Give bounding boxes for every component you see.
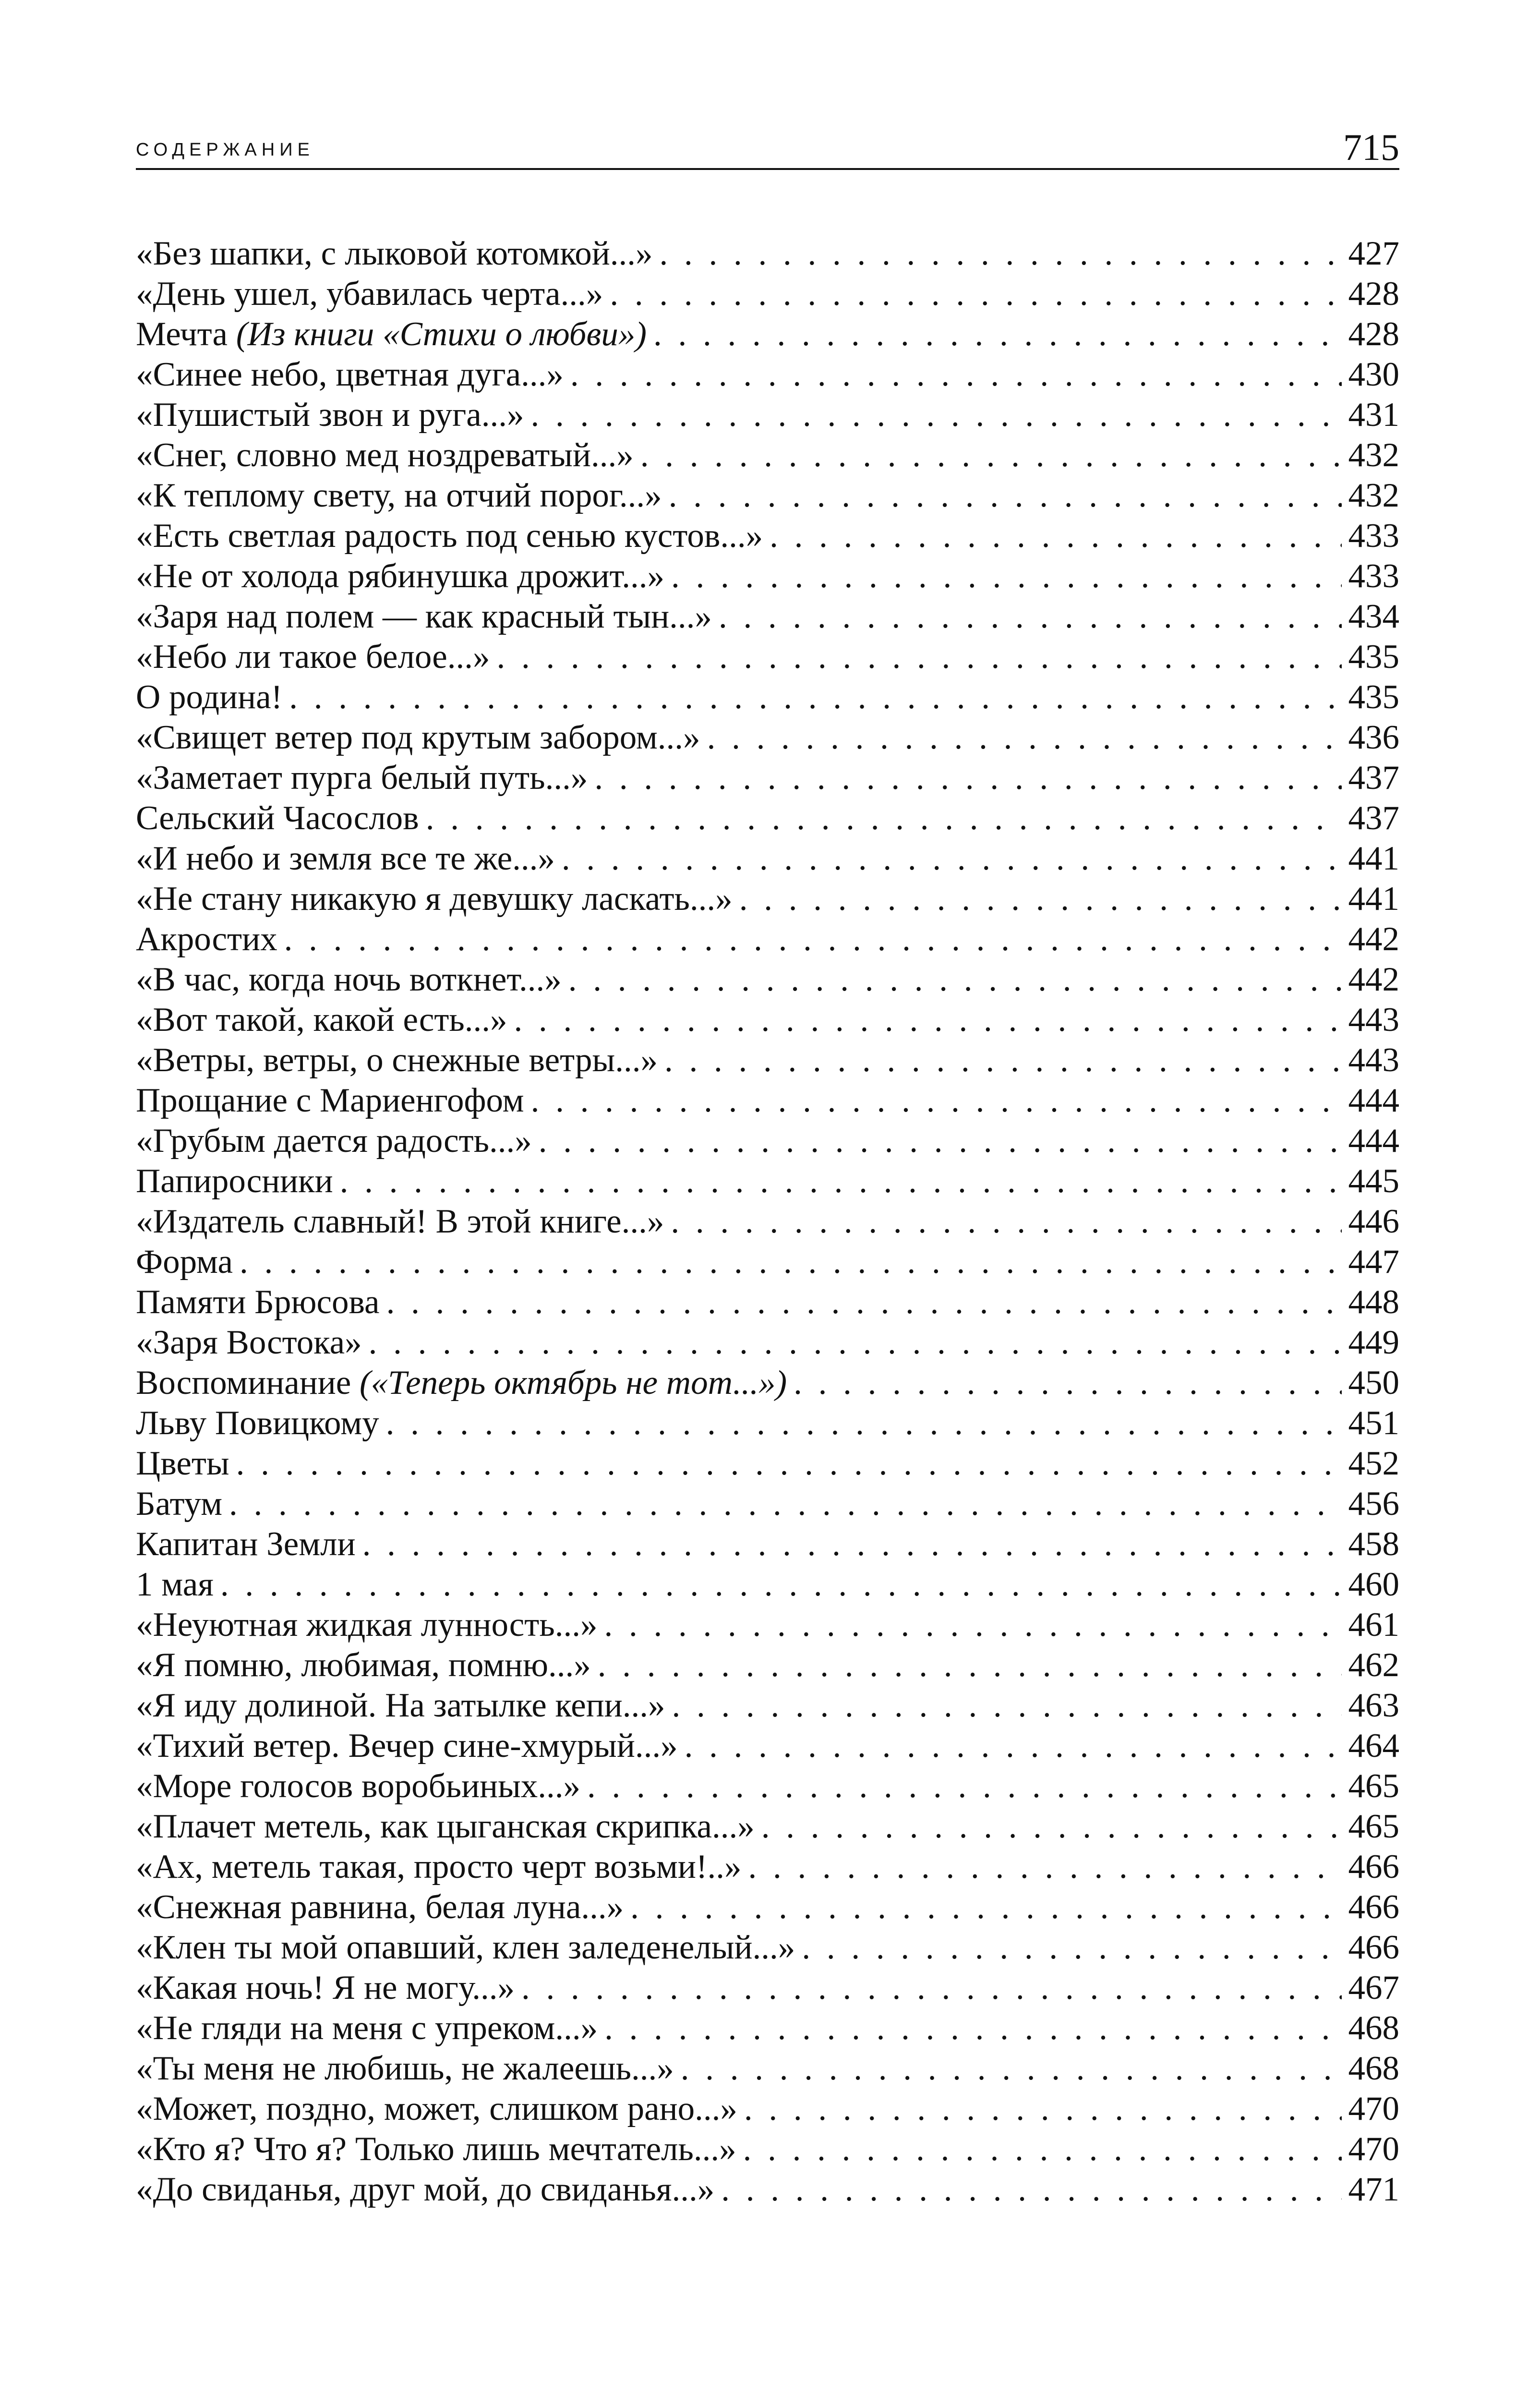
toc-entry <box>136 233 1399 274</box>
toc-entry-page: 468 <box>1348 2050 1399 2087</box>
toc-entry-title <box>136 677 282 717</box>
dot-leader <box>761 1806 1342 1847</box>
dot-leader <box>719 596 1342 637</box>
toc-entry <box>136 1564 1399 1605</box>
dot-leader <box>748 1847 1342 1887</box>
running-head: СОДЕРЖАНИЕ <box>136 140 314 160</box>
toc-entry-title-text: Капитан Земли <box>136 1525 356 1563</box>
toc-entry <box>136 959 1399 1000</box>
toc-entry-title <box>136 1806 755 1847</box>
toc-entry-page: 442 <box>1348 920 1399 958</box>
toc-entry-page: 431 <box>1348 396 1399 434</box>
toc-entry-title-text: «Тихий ветер. Вечер сине-хмурый...» <box>136 1727 678 1765</box>
toc-entry-title-text: «Снежная равнина, белая луна...» <box>136 1888 624 1926</box>
dot-leader <box>284 919 1342 959</box>
toc-entry-title-text: «Ты меня не любишь, не жалеешь...» <box>136 2050 674 2087</box>
toc-entry <box>136 1605 1399 1645</box>
toc-entry-page: 437 <box>1348 799 1399 837</box>
toc-entry-title-text: Прощание с Мариенгофом <box>136 1082 524 1119</box>
dot-leader <box>671 1201 1341 1242</box>
toc-entry-page: 434 <box>1348 598 1399 635</box>
page-number: 715 <box>1343 126 1399 168</box>
dot-leader <box>570 354 1342 395</box>
header-rule <box>136 168 1399 170</box>
toc-entry <box>136 2089 1399 2129</box>
toc-entry-title <box>136 1282 380 1322</box>
toc-entry-page: 463 <box>1348 1687 1399 1724</box>
dot-leader <box>362 1524 1342 1564</box>
toc-entry-title <box>136 1080 524 1121</box>
toc-entry-title <box>136 1927 795 1968</box>
toc-entry-title-text: 1 мая <box>136 1566 214 1603</box>
toc-entry-title-text: «Заря над полем — как красный тын...» <box>136 598 712 635</box>
dot-leader <box>497 637 1342 677</box>
dot-leader <box>587 1766 1341 1806</box>
toc-entry-page: 465 <box>1348 1808 1399 1845</box>
toc-entry-page: 462 <box>1348 1646 1399 1684</box>
dot-leader <box>426 798 1342 838</box>
toc-entry <box>136 1242 1399 1282</box>
toc-entry <box>136 717 1399 758</box>
toc-entry <box>136 1968 1399 2008</box>
toc-entry-title-text: Батум <box>136 1485 223 1523</box>
toc-entry <box>136 637 1399 677</box>
toc-entry-title-text: «Издатель славный! В этой книге...» <box>136 1203 664 1240</box>
toc-entry-title <box>136 2169 714 2210</box>
toc-entry-page: 444 <box>1348 1082 1399 1119</box>
toc-entry-title-text: «Не стану никакую я девушку ласкать...» <box>136 880 733 918</box>
dot-leader <box>604 1605 1341 1645</box>
toc-entry-title <box>136 1726 678 1766</box>
dot-leader <box>514 1000 1342 1040</box>
toc-entry-title-text: Льву Повицкому <box>136 1404 379 1442</box>
toc-entry-title <box>136 1766 580 1806</box>
toc-entry-page: 445 <box>1348 1162 1399 1200</box>
dot-leader <box>369 1322 1342 1363</box>
toc-entry-title <box>136 233 653 274</box>
toc-entry-title-text: «Вот такой, какой есть...» <box>136 1001 507 1039</box>
dot-leader <box>672 1685 1341 1726</box>
toc-entry-title <box>136 2089 737 2129</box>
toc-entry-page: 450 <box>1348 1364 1399 1402</box>
toc-entry-title-text: «Снег, словно мед ноздреватый...» <box>136 436 634 474</box>
toc-entry-title <box>136 1322 362 1363</box>
toc-entry-title-text: Мечта <box>136 315 228 353</box>
dot-leader <box>721 2169 1341 2210</box>
toc-entry <box>136 2129 1399 2169</box>
toc-entry <box>136 1645 1399 1685</box>
toc-entry-title-text: «К теплому свету, на отчий порог...» <box>136 477 662 514</box>
toc-entry-title-text: «Какая ночь! Я не могу...» <box>136 1969 515 2006</box>
dot-leader <box>770 516 1341 556</box>
toc-entry-page: 470 <box>1348 2130 1399 2168</box>
toc-entry <box>136 1080 1399 1121</box>
toc-entry-title-text: «И небо и земля все те же...» <box>136 840 555 877</box>
toc-entry-page: 436 <box>1348 719 1399 756</box>
toc-entry-title <box>136 1524 356 1564</box>
dot-leader <box>531 1080 1342 1121</box>
toc-entry-title <box>136 1443 229 1484</box>
toc-entry-title-text: Воспоминание <box>136 1364 351 1402</box>
toc-entry-title-text: «До свиданья, друг мой, до свиданья...» <box>136 2171 715 2208</box>
toc-entry-title-text: Форма <box>136 1243 233 1281</box>
toc-entry <box>136 838 1399 879</box>
dot-leader <box>521 1968 1342 2008</box>
toc-entry-page: 458 <box>1348 1525 1399 1563</box>
toc-entry-title-text: «Не гляди на меня с упреком...» <box>136 2009 598 2047</box>
page-header <box>136 112 1399 170</box>
toc-entry-title-text: «Синее небо, цветная дуга...» <box>136 356 564 393</box>
toc-entry-page: 447 <box>1348 1243 1399 1281</box>
toc-entry <box>136 1403 1399 1443</box>
toc-entry-page: 441 <box>1348 880 1399 918</box>
toc-entry-title-text: «Плачет метель, как цыганская скрипка...» <box>136 1808 755 1845</box>
toc-entry-page: 441 <box>1348 840 1399 877</box>
dot-leader <box>594 758 1341 798</box>
toc-entry-title-text: «Свищет ветер под крутым забором...» <box>136 719 700 756</box>
dot-leader <box>562 838 1342 879</box>
toc-entry-title <box>136 1242 233 1282</box>
dot-leader <box>386 1282 1342 1322</box>
toc-entry-page: 433 <box>1348 557 1399 595</box>
toc-entry-title <box>136 1161 333 1201</box>
toc-entry-page: 465 <box>1348 1767 1399 1805</box>
toc-entry-title <box>136 1968 515 2008</box>
dot-leader <box>685 1726 1342 1766</box>
toc-entry-title <box>136 1564 214 1605</box>
toc-entry-title <box>136 959 562 1000</box>
toc-entry-page: 461 <box>1348 1606 1399 1644</box>
toc-entry-title-text: «Есть светлая радость под сенью кустов...» <box>136 517 763 555</box>
toc-entry-title <box>136 435 634 475</box>
toc-entry-title-text: «Ах, метель такая, просто черт возьми!..» <box>136 1848 742 1885</box>
toc-entry <box>136 1766 1399 1806</box>
toc-entry-title-text: «Не от холода рябинушка дрожит...» <box>136 557 664 595</box>
toc-entry <box>136 1847 1399 1887</box>
dot-leader <box>653 314 1342 354</box>
toc-entry-title <box>136 1847 742 1887</box>
toc-entry-title-text: Памяти Брюсова <box>136 1283 380 1321</box>
toc-entry-page: 451 <box>1348 1404 1399 1442</box>
toc-entry-title-text: «Я помню, любимая, помню...» <box>136 1646 591 1684</box>
toc-entry-page: 437 <box>1348 759 1399 797</box>
dot-leader <box>794 1363 1341 1403</box>
dot-leader <box>671 556 1342 596</box>
toc-entry-page: 449 <box>1348 1324 1399 1361</box>
toc-entry <box>136 1201 1399 1242</box>
toc-entry-title <box>136 637 490 677</box>
toc-entry-title <box>136 475 662 516</box>
toc-entry-title <box>136 1040 658 1080</box>
toc-entry-page: 443 <box>1348 1041 1399 1079</box>
toc-entry-title <box>136 556 664 596</box>
toc-entry-title <box>136 596 712 637</box>
toc-entry <box>136 274 1399 314</box>
toc-entry <box>136 1443 1399 1484</box>
dot-leader <box>681 2048 1342 2089</box>
toc-entry <box>136 2048 1399 2089</box>
toc-entry-title <box>136 354 564 395</box>
toc-entry-title <box>136 758 588 798</box>
toc-entry-title-text: «Я иду долиной. На затылке кепи...» <box>136 1687 665 1724</box>
toc-entry <box>136 516 1399 556</box>
toc-entry-title-text: «Грубым дается радость...» <box>136 1122 532 1160</box>
toc-entry-title-text: Цветы <box>136 1445 229 1482</box>
dot-leader <box>610 274 1341 314</box>
toc-entry-title-text: «Без шапки, с лыковой котомкой...» <box>136 235 653 272</box>
dot-leader <box>568 959 1342 1000</box>
toc-entry-page: 430 <box>1348 356 1399 393</box>
toc-entry-title <box>136 314 647 354</box>
toc-entry-subtitle: («Теперь октябрь не тот...») <box>359 1364 787 1402</box>
toc-entry-title-text: «День ушел, убавилась черта...» <box>136 275 603 313</box>
toc-entry <box>136 1685 1399 1726</box>
dot-leader <box>598 1645 1342 1685</box>
toc-entry <box>136 1806 1399 1847</box>
toc-entry <box>136 1161 1399 1201</box>
toc-entry-page: 471 <box>1348 2171 1399 2208</box>
toc-entry-title-text: Акростих <box>136 920 277 958</box>
dot-leader <box>640 435 1342 475</box>
toc-entry <box>136 395 1399 435</box>
toc-entry-title-text: «Кто я? Что я? Только лишь мечтатель...» <box>136 2130 736 2168</box>
toc-entry <box>136 435 1399 475</box>
toc-entry-page: 452 <box>1348 1445 1399 1482</box>
toc-entry-page: 428 <box>1348 315 1399 353</box>
toc-entry-page: 433 <box>1348 517 1399 555</box>
toc-entry-page: 432 <box>1348 436 1399 474</box>
toc-entry <box>136 475 1399 516</box>
toc-entry-title-text: «Море голосов воробьиных...» <box>136 1767 581 1805</box>
toc-entry-page: 442 <box>1348 961 1399 998</box>
dot-leader <box>743 2129 1342 2169</box>
toc-entry-subtitle: (Из книги «Стихи о любви») <box>236 315 647 353</box>
toc-entry-title <box>136 1121 532 1161</box>
toc-entry-page: 435 <box>1348 638 1399 676</box>
toc-entry-title-text: Сельский Часослов <box>136 799 419 837</box>
toc-entry <box>136 2169 1399 2210</box>
toc-entry <box>136 314 1399 354</box>
toc-entry-title <box>136 798 419 838</box>
toc-entry-title <box>136 1403 379 1443</box>
toc-entry <box>136 1726 1399 1766</box>
dot-leader <box>340 1161 1342 1201</box>
dot-leader <box>240 1242 1342 1282</box>
toc-entry <box>136 1282 1399 1322</box>
dot-leader <box>630 1887 1341 1927</box>
toc-entry-title <box>136 1000 507 1040</box>
toc-entry-page: 444 <box>1348 1122 1399 1160</box>
toc-entry <box>136 556 1399 596</box>
toc-entry-page: 448 <box>1348 1283 1399 1321</box>
toc-entry-page: 470 <box>1348 2090 1399 2127</box>
toc-entry-page: 432 <box>1348 477 1399 514</box>
dot-leader <box>530 395 1341 435</box>
toc-entry-page: 466 <box>1348 1929 1399 1966</box>
toc-entry-title <box>136 838 555 879</box>
toc-entry-title <box>136 2129 736 2169</box>
toc-entry <box>136 1040 1399 1080</box>
dot-leader <box>739 879 1342 919</box>
dot-leader <box>229 1484 1341 1524</box>
dot-leader <box>744 2089 1342 2129</box>
toc-entry <box>136 1000 1399 1040</box>
toc-entry-page: 456 <box>1348 1485 1399 1523</box>
toc-entry-page: 467 <box>1348 1969 1399 2006</box>
toc-entry-page: 435 <box>1348 678 1399 716</box>
toc-entry <box>136 798 1399 838</box>
toc-entry-title <box>136 516 763 556</box>
toc-entry-page: 466 <box>1348 1888 1399 1926</box>
toc-entry <box>136 596 1399 637</box>
toc-entry-page: 443 <box>1348 1001 1399 1039</box>
dot-leader <box>236 1443 1342 1484</box>
toc-entry-title <box>136 717 700 758</box>
toc-entry-title <box>136 1363 787 1403</box>
toc-entry-title-text: «Заметает пурга белый путь...» <box>136 759 588 797</box>
dot-leader <box>707 717 1342 758</box>
toc-entry-title <box>136 1605 597 1645</box>
toc-entry <box>136 1121 1399 1161</box>
dot-leader <box>660 233 1342 274</box>
toc-entry <box>136 1484 1399 1524</box>
toc-entry-title-text: «Пушистый звон и руга...» <box>136 396 524 434</box>
toc-entry-title-text: «В час, когда ночь воткнет...» <box>136 961 562 998</box>
toc-entry <box>136 1927 1399 1968</box>
toc-entry-title-text: «Ветры, ветры, о снежные ветры...» <box>136 1041 658 1079</box>
toc-entry-title <box>136 879 733 919</box>
toc-entry-title-text: Папиросники <box>136 1162 333 1200</box>
toc-entry-page: 427 <box>1348 235 1399 272</box>
toc-entry <box>136 354 1399 395</box>
toc-entry-page: 468 <box>1348 2009 1399 2047</box>
toc-entry <box>136 2008 1399 2048</box>
toc-entry-title-text: О родина! <box>136 678 283 716</box>
toc-entry-page: 428 <box>1348 275 1399 313</box>
dot-leader <box>386 1403 1342 1443</box>
toc-entry-title <box>136 1685 665 1726</box>
dot-leader <box>539 1121 1342 1161</box>
table-of-contents <box>136 233 1399 2210</box>
toc-entry <box>136 919 1399 959</box>
dot-leader <box>604 2008 1341 2048</box>
toc-entry-page: 460 <box>1348 1566 1399 1603</box>
toc-entry <box>136 1524 1399 1564</box>
toc-entry <box>136 758 1399 798</box>
toc-entry <box>136 879 1399 919</box>
dot-leader <box>664 1040 1342 1080</box>
toc-entry-title <box>136 1887 624 1927</box>
dot-leader <box>669 475 1342 516</box>
toc-entry <box>136 1363 1399 1403</box>
toc-entry-title <box>136 274 603 314</box>
toc-entry-title-text: «Неуютная жидкая лунность...» <box>136 1606 598 1644</box>
toc-entry-title-text: «Может, поздно, может, слишком рано...» <box>136 2090 737 2127</box>
dot-leader <box>802 1927 1341 1968</box>
toc-entry-title <box>136 1484 222 1524</box>
toc-entry-title <box>136 395 524 435</box>
toc-entry-title-text: «Клен ты мой опавший, клен заледенелый...» <box>136 1929 795 1966</box>
toc-entry-title <box>136 919 277 959</box>
toc-entry-title <box>136 1645 591 1685</box>
dot-leader <box>289 677 1341 717</box>
toc-entry-title <box>136 2008 598 2048</box>
toc-entry-page: 466 <box>1348 1848 1399 1885</box>
toc-entry-title-text: «Заря Востока» <box>136 1324 362 1361</box>
toc-entry-title-text: «Небо ли такое белое...» <box>136 638 490 676</box>
dot-leader <box>220 1564 1342 1605</box>
toc-entry-title <box>136 1201 664 1242</box>
toc-entry <box>136 1887 1399 1927</box>
toc-entry <box>136 1322 1399 1363</box>
toc-entry <box>136 677 1399 717</box>
toc-entry-page: 446 <box>1348 1203 1399 1240</box>
toc-entry-title <box>136 2048 674 2089</box>
toc-entry-page: 464 <box>1348 1727 1399 1765</box>
